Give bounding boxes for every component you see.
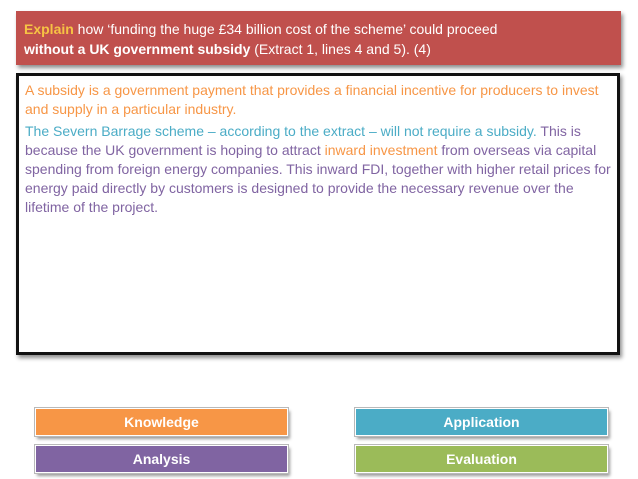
legend-application: Application bbox=[355, 408, 608, 436]
answer-box bbox=[16, 73, 620, 355]
answer-application-text: The Severn Barrage scheme – according to the extract – will not require a subsidy. bbox=[25, 123, 537, 139]
legend-evaluation: Evaluation bbox=[355, 445, 608, 473]
answer-paragraph-main bbox=[25, 122, 611, 217]
question-box bbox=[16, 11, 621, 65]
answer-knowledge-term: inward investment bbox=[324, 142, 438, 158]
answer-paragraph-knowledge: A subsidy is a government payment that provides a financial incentive for producers to invest and supply in a particular industry. bbox=[25, 82, 599, 117]
question-command-word: Explain bbox=[24, 21, 74, 37]
question-text-part2: (Extract 1, lines 4 and 5). (4) bbox=[250, 41, 431, 57]
answer-analysis-text-a: This is because the UK government is hoping to attract bbox=[25, 123, 581, 158]
question-bold-text: without a UK government subsidy bbox=[24, 41, 251, 57]
legend-knowledge: Knowledge bbox=[35, 408, 288, 436]
answer-analysis-text-b: from overseas via capital spending from foreign energy companies. This inward FDI, together with higher retail prices for energy paid directly by customers is designed to provide the necessary revenue over the lifetime of the project. bbox=[25, 142, 611, 215]
question-text-part1: how ‘funding the huge £34 billion cost of the scheme’ could proceed bbox=[73, 21, 498, 37]
legend-analysis: Analysis bbox=[35, 445, 288, 473]
